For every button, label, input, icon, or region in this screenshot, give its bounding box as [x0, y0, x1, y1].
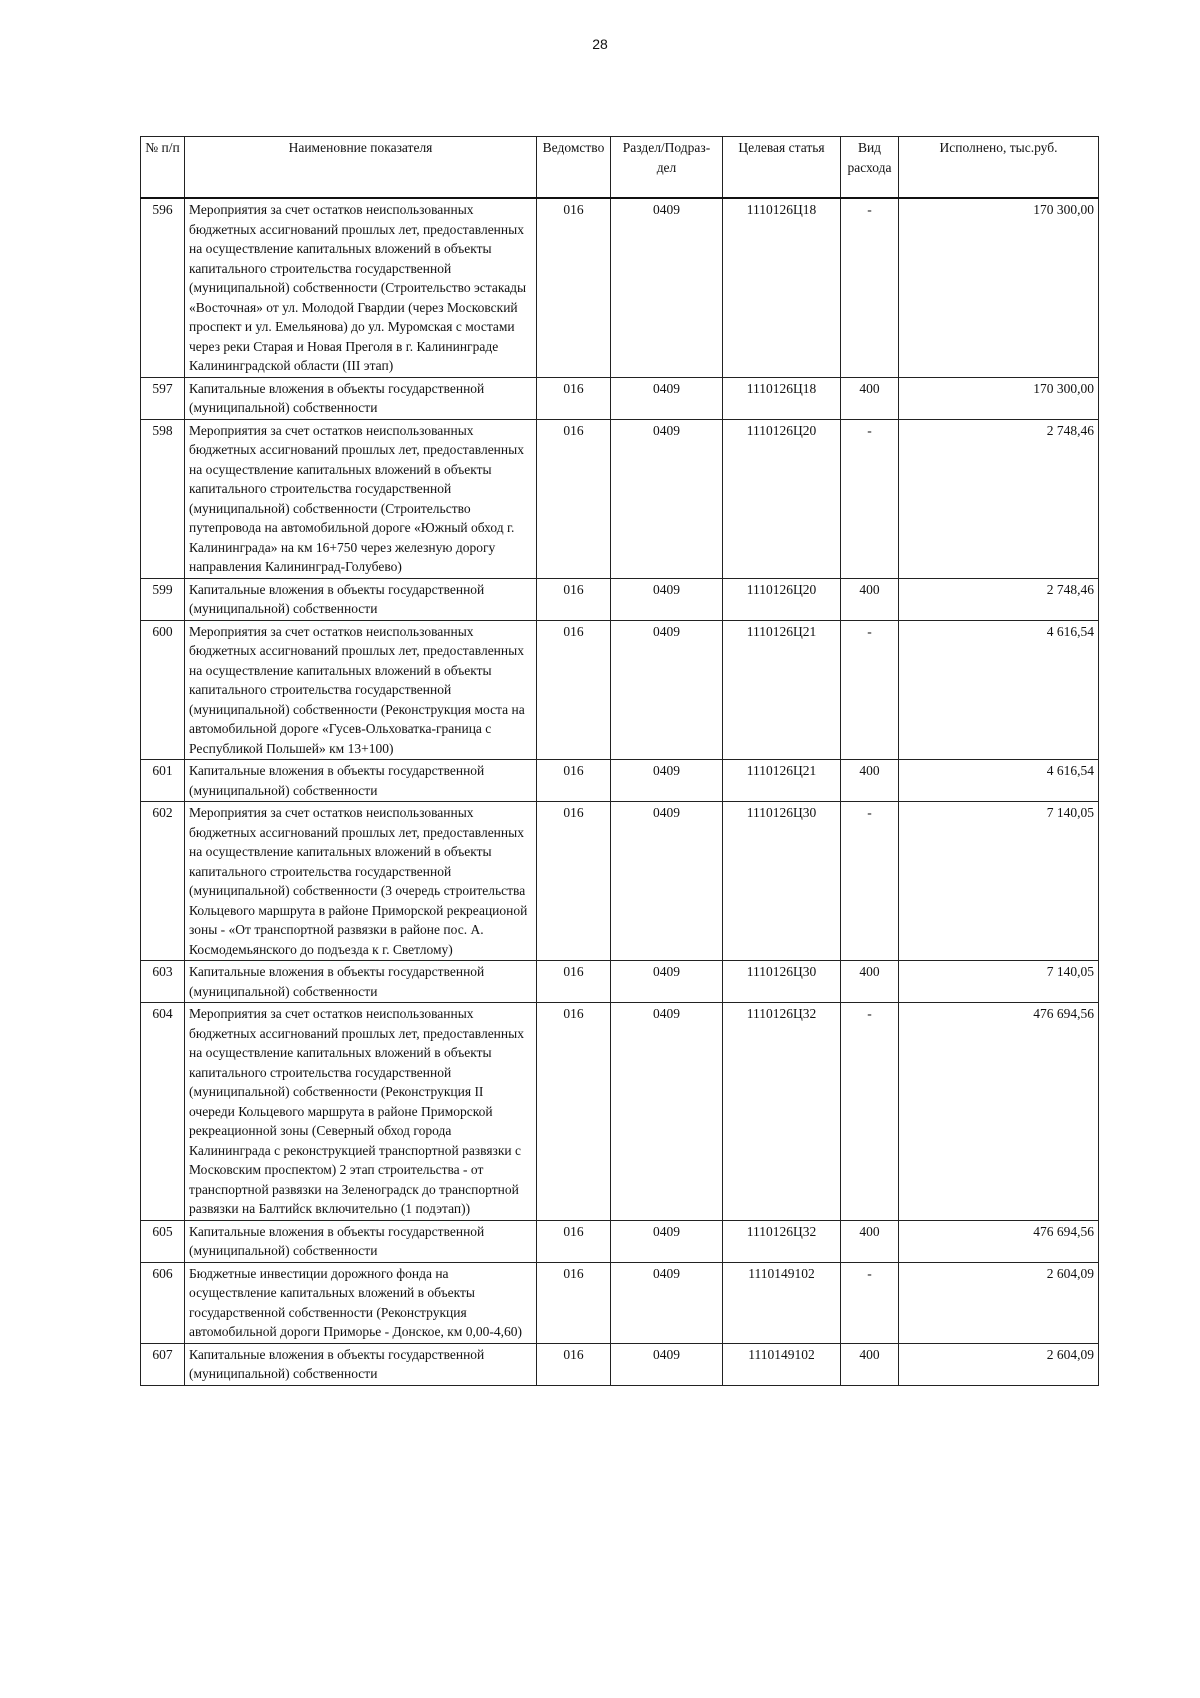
cell-done: 7 140,05: [899, 802, 1099, 961]
cell-dept: 016: [537, 1220, 611, 1262]
cell-num: 601: [141, 760, 185, 802]
table-row: [141, 377, 1099, 419]
cell-dept: 016: [537, 620, 611, 760]
cell-section: 0409: [611, 419, 723, 578]
table-row: [141, 802, 1099, 961]
cell-kind: -: [841, 1003, 899, 1221]
cell-name: Капитальные вложения в объекты государственной (муниципальной) собственности: [185, 377, 537, 419]
cell-name: Мероприятия за счет остатков неиспользованных бюджетных ассигнований прошлых лет, предоставленных на осуществление капитальных вложений в объекты капитального строительства государственной (муниципальной) собственности (Реконструкция моста на автомобильной дороге «Гусев-Ольховатка-граница с Республикой Польшей» км 13+100): [185, 620, 537, 760]
cell-done: 2 748,46: [899, 419, 1099, 578]
cell-done: 4 616,54: [899, 760, 1099, 802]
cell-section: 0409: [611, 377, 723, 419]
cell-kind: 400: [841, 1343, 899, 1385]
cell-done: 476 694,56: [899, 1003, 1099, 1221]
cell-article: 1110149102: [723, 1343, 841, 1385]
cell-name: Бюджетные инвестиции дорожного фонда на осуществление капитальных вложений в объекты государственной собственности (Реконструкция автомобильной дороги Приморье - Донское, км 0,00-4,60): [185, 1262, 537, 1343]
cell-dept: 016: [537, 377, 611, 419]
cell-num: 605: [141, 1220, 185, 1262]
budget-table: [140, 136, 1099, 1386]
cell-kind: -: [841, 198, 899, 377]
cell-num: 598: [141, 419, 185, 578]
cell-num: 606: [141, 1262, 185, 1343]
cell-done: 7 140,05: [899, 961, 1099, 1003]
cell-dept: 016: [537, 578, 611, 620]
cell-article: 1110126Ц20: [723, 578, 841, 620]
header-section: Раздел/Подраз-дел: [611, 137, 723, 199]
cell-num: 607: [141, 1343, 185, 1385]
table-row: [141, 1003, 1099, 1221]
cell-section: 0409: [611, 620, 723, 760]
page-number: 28: [592, 36, 608, 52]
cell-section: 0409: [611, 760, 723, 802]
cell-article: 1110126Ц32: [723, 1003, 841, 1221]
cell-section: 0409: [611, 1343, 723, 1385]
cell-done: 476 694,56: [899, 1220, 1099, 1262]
cell-num: 602: [141, 802, 185, 961]
cell-article: 1110126Ц30: [723, 961, 841, 1003]
cell-num: 597: [141, 377, 185, 419]
cell-name: Капитальные вложения в объекты государственной (муниципальной) собственности: [185, 1220, 537, 1262]
cell-dept: 016: [537, 419, 611, 578]
cell-num: 603: [141, 961, 185, 1003]
cell-num: 596: [141, 198, 185, 377]
cell-done: 2 748,46: [899, 578, 1099, 620]
cell-article: 1110126Ц30: [723, 802, 841, 961]
cell-name: Мероприятия за счет остатков неиспользованных бюджетных ассигнований прошлых лет, предоставленных на осуществление капитальных вложений в объекты капитального строительства государственной (муниципальной) собственности (3 очередь строительства Кольцевого маршрута в районе Приморской рекреационой зоны - «От транспортной развязки в районе пос. А. Космодемьянского до подъезда к г. Светлому): [185, 802, 537, 961]
header-dept: Ведомство: [537, 137, 611, 199]
cell-done: 2 604,09: [899, 1343, 1099, 1385]
table-row: [141, 1262, 1099, 1343]
cell-article: 1110126Ц18: [723, 377, 841, 419]
cell-article: 1110126Ц18: [723, 198, 841, 377]
header-num: № п/п: [141, 137, 185, 199]
header-kind: Вид расхода: [841, 137, 899, 199]
cell-name: Капитальные вложения в объекты государственной (муниципальной) собственности: [185, 578, 537, 620]
cell-num: 600: [141, 620, 185, 760]
cell-num: 599: [141, 578, 185, 620]
cell-dept: 016: [537, 802, 611, 961]
cell-section: 0409: [611, 1003, 723, 1221]
cell-article: 1110126Ц21: [723, 760, 841, 802]
cell-article: 1110126Ц21: [723, 620, 841, 760]
cell-dept: 016: [537, 760, 611, 802]
cell-kind: -: [841, 1262, 899, 1343]
table-row: [141, 620, 1099, 760]
cell-done: 2 604,09: [899, 1262, 1099, 1343]
cell-dept: 016: [537, 1262, 611, 1343]
cell-name: Капитальные вложения в объекты государственной (муниципальной) собственности: [185, 760, 537, 802]
cell-name: Капитальные вложения в объекты государственной (муниципальной) собственности: [185, 961, 537, 1003]
table-row: [141, 961, 1099, 1003]
cell-kind: 400: [841, 961, 899, 1003]
header-name: Наименовние показателя: [185, 137, 537, 199]
cell-kind: 400: [841, 760, 899, 802]
cell-article: 1110126Ц20: [723, 419, 841, 578]
table-body: [141, 198, 1099, 1385]
cell-kind: -: [841, 620, 899, 760]
cell-dept: 016: [537, 1003, 611, 1221]
cell-done: 170 300,00: [899, 198, 1099, 377]
cell-dept: 016: [537, 1343, 611, 1385]
table-row: [141, 419, 1099, 578]
cell-num: 604: [141, 1003, 185, 1221]
cell-kind: 400: [841, 578, 899, 620]
cell-kind: 400: [841, 377, 899, 419]
cell-done: 170 300,00: [899, 377, 1099, 419]
table-row: [141, 760, 1099, 802]
cell-section: 0409: [611, 1220, 723, 1262]
cell-dept: 016: [537, 198, 611, 377]
cell-dept: 016: [537, 961, 611, 1003]
cell-kind: -: [841, 802, 899, 961]
cell-done: 4 616,54: [899, 620, 1099, 760]
table-row: [141, 578, 1099, 620]
cell-name: Мероприятия за счет остатков неиспользованных бюджетных ассигнований прошлых лет, предоставленных на осуществление капитальных вложений в объекты капитального строительства государственной (муниципальной) собственности (Строительство эстакады «Восточная» от ул. Молодой Гвардии (через Московский проспект и ул. Емельянова) до ул. Муромская с мостами через реки Старая и Новая Преголя в г. Калининграде Калининградской области (III этап): [185, 198, 537, 377]
table-row: [141, 1220, 1099, 1262]
cell-section: 0409: [611, 802, 723, 961]
cell-name: Мероприятия за счет остатков неиспользованных бюджетных ассигнований прошлых лет, предоставленных на осуществление капитальных вложений в объекты капитального строительства государственной (муниципальной) собственности (Строительство путепровода на автомобильной дороге «Южный обход г. Калининграда» на км 16+750 через железную дорогу направления Калининград-Голубево): [185, 419, 537, 578]
cell-section: 0409: [611, 578, 723, 620]
cell-article: 1110149102: [723, 1262, 841, 1343]
cell-kind: 400: [841, 1220, 899, 1262]
cell-section: 0409: [611, 198, 723, 377]
cell-article: 1110126Ц32: [723, 1220, 841, 1262]
cell-section: 0409: [611, 1262, 723, 1343]
header-done: Исполнено, тыс.руб.: [899, 137, 1099, 199]
header-article: Целевая статья: [723, 137, 841, 199]
cell-section: 0409: [611, 961, 723, 1003]
table-row: [141, 198, 1099, 377]
cell-name: Мероприятия за счет остатков неиспользованных бюджетных ассигнований прошлых лет, предоставленных на осуществление капитальных вложений в объекты капитального строительства государственной (муниципальной) собственности (Реконструкция II очереди Кольцевого маршрута в районе Приморской рекреационной зоны (Северный обход города Калининграда с реконструкцией транспортной развязки с Московским проспектом) 2 этап строительства - от транспортной развязки на Зеленоградск до транспортной развязки на Балтийск включительно (1 подэтап)): [185, 1003, 537, 1221]
cell-kind: -: [841, 419, 899, 578]
table-row: [141, 1343, 1099, 1385]
cell-name: Капитальные вложения в объекты государственной (муниципальной) собственности: [185, 1343, 537, 1385]
table-header-row: [141, 137, 1099, 199]
